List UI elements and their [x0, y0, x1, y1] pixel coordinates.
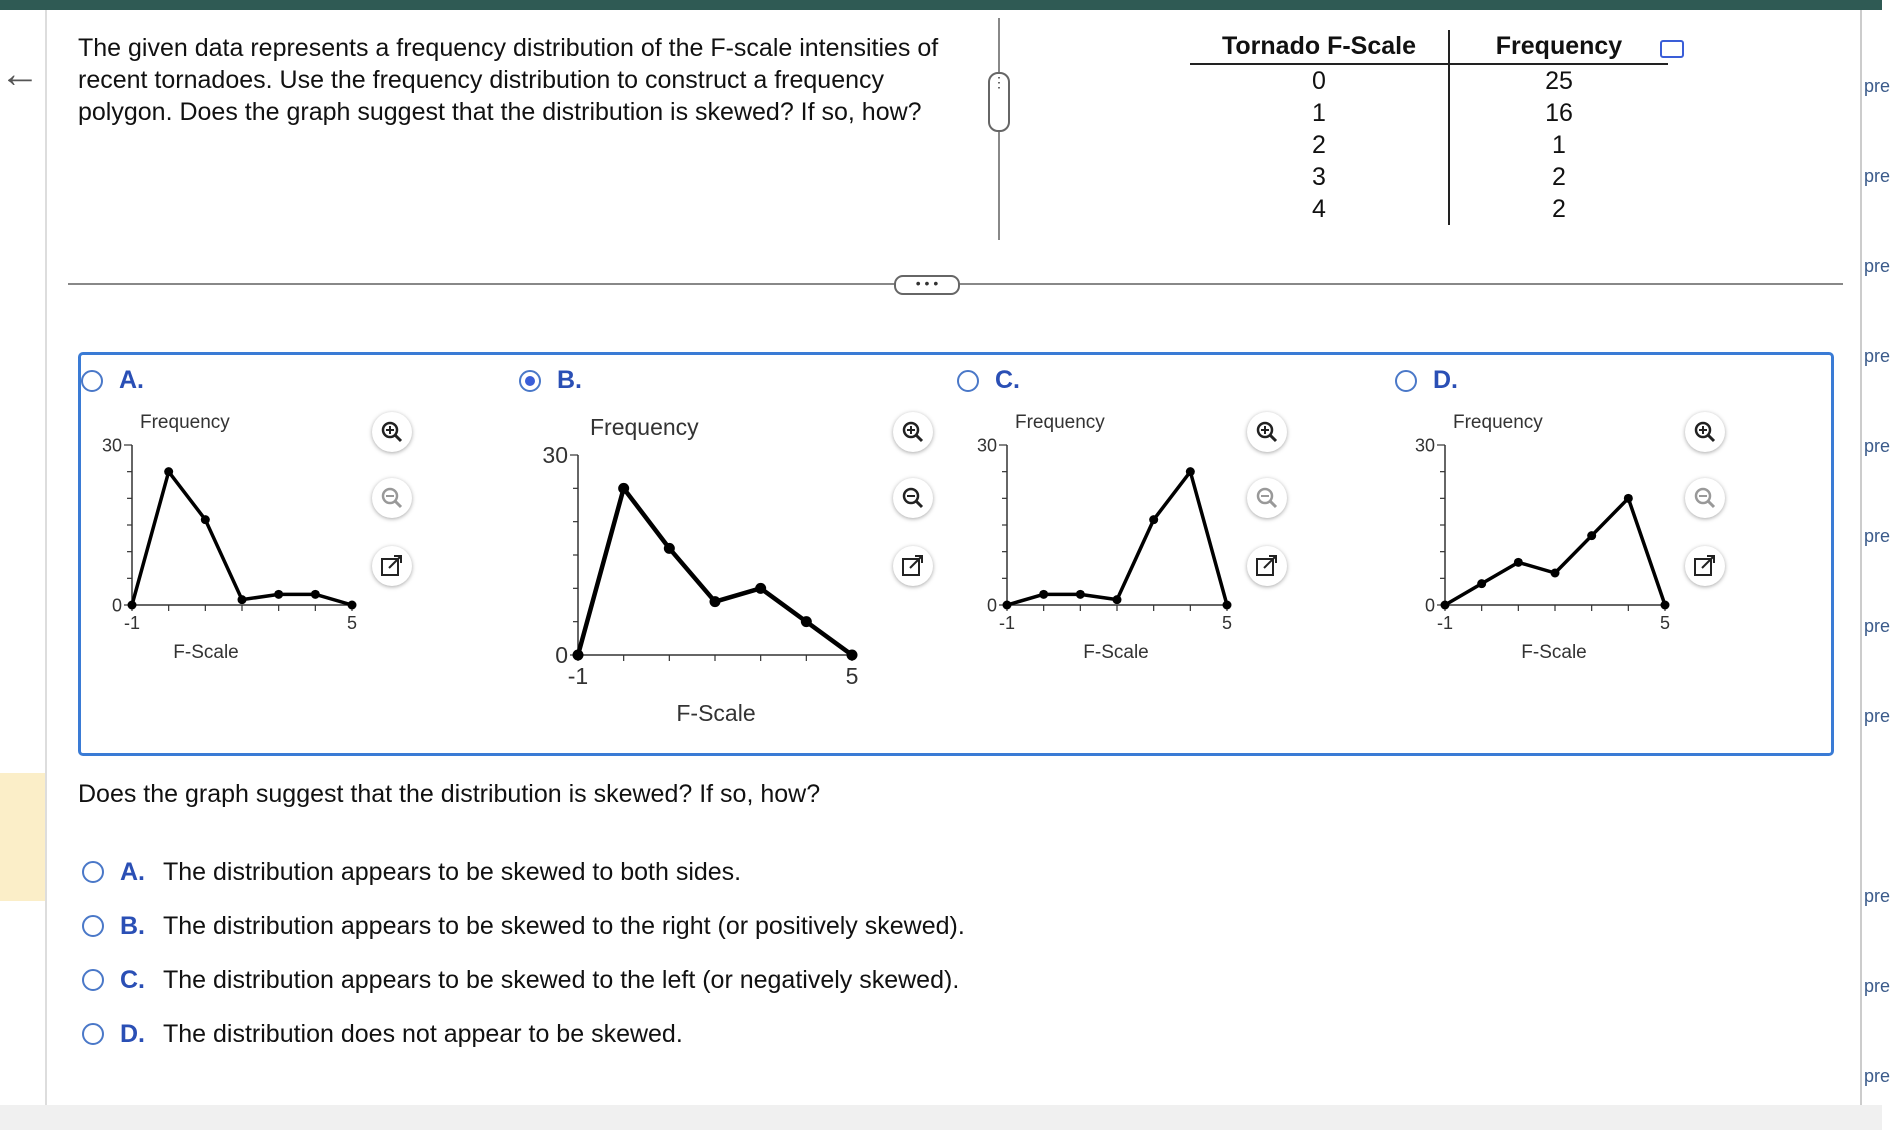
popout-button[interactable]	[1247, 546, 1287, 586]
zoom-in-button[interactable]	[1685, 412, 1725, 452]
option-a-letter: A.	[119, 366, 144, 394]
table-cell: 25	[1545, 67, 1573, 95]
question-text: The given data represents a frequency distribution of the F-scale intensities of recent tornadoes. Use the frequency distribution to construct a frequency polygon. Does the graph suggest that the distribution is skewed? If so, how?	[78, 34, 939, 126]
side-nav-item[interactable]: pre	[1864, 256, 1890, 276]
answer-a-letter: A.	[120, 858, 145, 886]
option-c-letter: C.	[995, 366, 1020, 394]
data-point	[755, 583, 766, 594]
answer-d-text: The distribution does not appear to be skewed.	[163, 1020, 683, 1048]
horizontal-resize-handle[interactable]: • • •	[894, 275, 960, 295]
side-nav-item[interactable]: pre	[1864, 76, 1890, 96]
data-point	[274, 590, 283, 599]
sub-question-text: Does the graph suggest that the distribution is skewed? If so, how?	[78, 780, 821, 808]
table-popout-icon[interactable]	[1660, 40, 1684, 58]
top-bar	[0, 0, 1882, 10]
graph-a	[90, 405, 370, 675]
table-row	[1190, 64, 1668, 97]
answer-a-text: The distribution appears to be skewed to both sides.	[163, 858, 742, 886]
data-point	[1514, 558, 1523, 567]
left-divider	[45, 10, 47, 1105]
data-point	[238, 595, 247, 604]
back-arrow-icon[interactable]: ←	[0, 52, 40, 96]
y-tick-label: 0	[111, 595, 122, 616]
data-point	[164, 467, 173, 476]
data-point	[1223, 601, 1232, 610]
vertical-resize-handle[interactable]: ⋮	[988, 72, 1010, 132]
table-header-fscale: Tornado F-Scale	[1190, 30, 1449, 64]
y-tick-label: 30	[976, 435, 997, 456]
x-axis-label: F-Scale	[173, 642, 239, 663]
zoom-in-button[interactable]	[372, 412, 412, 452]
data-point	[1149, 515, 1158, 524]
answer-d-radio[interactable]	[82, 1023, 104, 1045]
popout-button[interactable]	[893, 546, 933, 586]
frequency-table	[1190, 30, 1668, 225]
bottom-bar	[0, 1105, 1882, 1130]
table-cell: 16	[1545, 99, 1573, 127]
zoom-out-icon	[380, 486, 404, 510]
y-tick-label: 0	[986, 595, 997, 616]
popout-button[interactable]	[1685, 546, 1725, 586]
x-tick-label: -1	[998, 613, 1016, 633]
y-axis-label: Frequency	[1453, 412, 1543, 433]
answer-b-text: The distribution appears to be skewed to the right (or positively skewed).	[163, 912, 965, 940]
answer-d-letter: D.	[120, 1020, 145, 1048]
zoom-in-button[interactable]	[893, 412, 933, 452]
side-nav-item[interactable]: pre	[1864, 436, 1890, 456]
y-axis-label: Frequency	[1015, 412, 1105, 433]
data-point	[618, 483, 629, 494]
answer-option-c[interactable]	[82, 966, 959, 995]
data-point	[1551, 569, 1560, 578]
zoom-out-button[interactable]	[893, 478, 933, 518]
series-line	[132, 472, 352, 605]
y-axis-label: Frequency	[140, 412, 230, 433]
table-cell: 2	[1552, 163, 1566, 191]
table-cell: 2	[1552, 195, 1566, 223]
answer-b-radio[interactable]	[82, 915, 104, 937]
data-point	[1661, 601, 1670, 610]
table-row	[1190, 97, 1668, 129]
left-highlight	[0, 773, 45, 901]
side-nav-item[interactable]: pre	[1864, 706, 1890, 726]
popout-button[interactable]	[372, 546, 412, 586]
data-point	[1587, 531, 1596, 540]
zoom-in-icon	[1255, 420, 1279, 444]
zoom-out-icon	[1693, 486, 1717, 510]
table-header-frequency: Frequency	[1449, 30, 1668, 64]
data-point	[1624, 494, 1633, 503]
zoom-in-icon	[380, 420, 404, 444]
table-row	[1190, 193, 1668, 225]
answer-c-letter: C.	[120, 966, 145, 994]
x-axis-label: F-Scale	[1083, 642, 1149, 663]
data-point	[710, 596, 721, 607]
table-row	[1190, 161, 1668, 193]
answer-option-a[interactable]	[82, 858, 741, 887]
y-tick-label: 30	[542, 442, 568, 469]
answer-option-d[interactable]	[82, 1020, 683, 1049]
x-tick-label: -1	[1436, 613, 1454, 633]
data-point	[201, 515, 210, 524]
zoom-in-button[interactable]	[1247, 412, 1287, 452]
series-line	[578, 488, 852, 655]
y-tick-label: 30	[101, 435, 122, 456]
external-link-icon	[901, 554, 925, 578]
data-point	[573, 650, 584, 661]
zoom-out-button[interactable]	[372, 478, 412, 518]
side-nav-item[interactable]: pre	[1864, 166, 1890, 186]
option-d-letter: D.	[1433, 366, 1458, 394]
data-point	[847, 650, 858, 661]
x-axis-label: F-Scale	[676, 700, 756, 726]
data-point	[1186, 467, 1195, 476]
external-link-icon	[380, 554, 404, 578]
series-line	[1007, 472, 1227, 605]
data-point	[128, 601, 137, 610]
data-point	[311, 590, 320, 599]
data-point	[1441, 601, 1450, 610]
table-cell: 4	[1190, 193, 1449, 225]
side-nav-item[interactable]: pre	[1864, 976, 1890, 996]
series-line	[1445, 498, 1665, 605]
option-b-letter: B.	[557, 366, 582, 394]
table-cell: 0	[1190, 64, 1449, 97]
right-nav-column	[1860, 10, 1890, 1105]
answer-c-text: The distribution appears to be skewed to the left (or negatively skewed).	[163, 966, 960, 994]
zoom-out-icon	[901, 486, 925, 510]
x-tick-label: 5	[845, 663, 859, 689]
data-point	[1003, 601, 1012, 610]
option-b-radio[interactable]	[519, 370, 541, 392]
data-point	[348, 601, 357, 610]
external-link-icon	[1255, 554, 1279, 578]
data-point	[664, 543, 675, 554]
data-point	[1113, 595, 1122, 604]
x-tick-label: 5	[1221, 613, 1233, 633]
table-row	[1190, 129, 1668, 161]
side-nav-item[interactable]: pre	[1864, 346, 1890, 366]
y-tick-label: 0	[555, 642, 568, 669]
graph-b	[520, 405, 880, 735]
x-axis-label: F-Scale	[1521, 642, 1587, 663]
x-tick-label: -1	[567, 663, 589, 689]
side-nav-item[interactable]: pre	[1864, 616, 1890, 636]
table-cell: 1	[1190, 97, 1449, 129]
x-tick-label: -1	[123, 613, 141, 633]
side-nav-item[interactable]: pre	[1864, 1066, 1890, 1086]
graph-c	[965, 405, 1245, 675]
data-point	[1039, 590, 1048, 599]
data-point	[1477, 579, 1486, 588]
data-point	[801, 616, 812, 627]
side-nav-item[interactable]: pre	[1864, 526, 1890, 546]
option-d-radio[interactable]	[1395, 370, 1417, 392]
y-tick-label: 30	[1414, 435, 1435, 456]
table-cell: 1	[1552, 131, 1566, 159]
external-link-icon	[1693, 554, 1717, 578]
zoom-out-button[interactable]	[1685, 478, 1725, 518]
x-tick-label: 5	[1659, 613, 1671, 633]
zoom-out-icon	[1255, 486, 1279, 510]
graph-d	[1403, 405, 1683, 675]
side-nav-item[interactable]: pre	[1864, 886, 1890, 906]
y-tick-label: 0	[1424, 595, 1435, 616]
table-cell: 3	[1190, 161, 1449, 193]
zoom-out-button[interactable]	[1247, 478, 1287, 518]
option-a-radio[interactable]	[81, 370, 103, 392]
answer-b-letter: B.	[120, 912, 145, 940]
zoom-in-icon	[1693, 420, 1717, 444]
option-c-radio[interactable]	[957, 370, 979, 392]
answer-c-radio[interactable]	[82, 969, 104, 991]
answer-a-radio[interactable]	[82, 861, 104, 883]
y-axis-label: Frequency	[590, 414, 699, 440]
data-point	[1076, 590, 1085, 599]
answer-option-b[interactable]	[82, 912, 965, 941]
table-cell: 2	[1190, 129, 1449, 161]
zoom-in-icon	[901, 420, 925, 444]
x-tick-label: 5	[346, 613, 358, 633]
